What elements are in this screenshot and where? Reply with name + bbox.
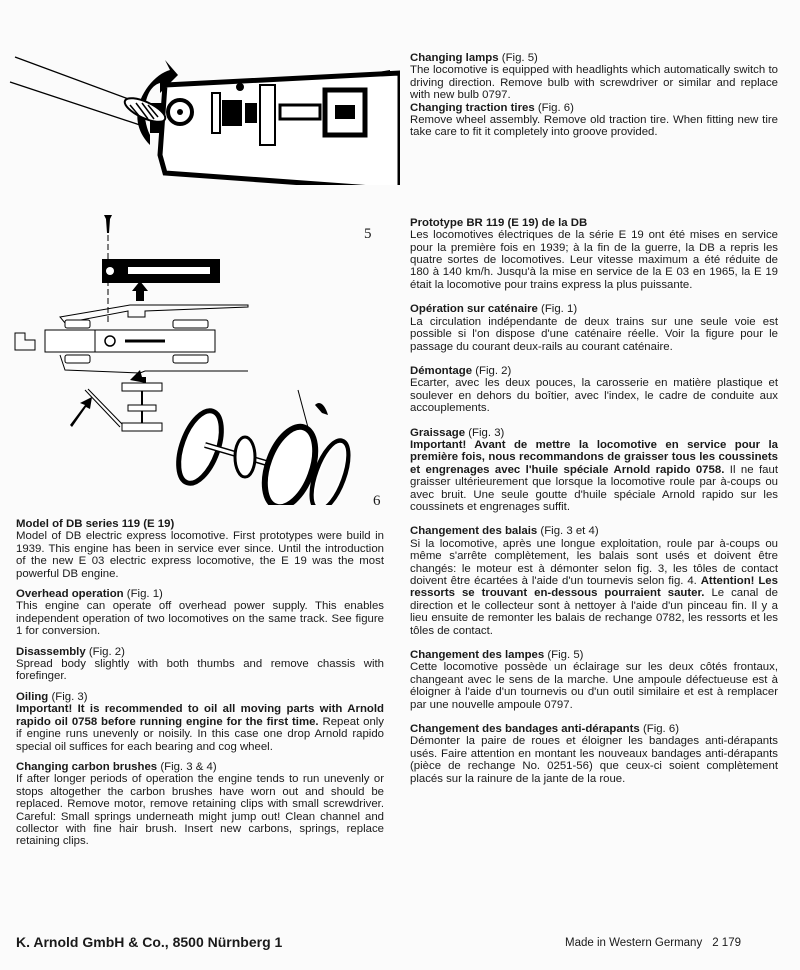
section-title: Oiling — [16, 690, 49, 703]
document-code: 2 179 — [712, 937, 741, 949]
figure-ref: (Fig. 6) — [537, 101, 574, 114]
section-changing-lamps — [410, 52, 778, 102]
section-balais — [410, 525, 778, 637]
figure-5-label: 5 — [364, 226, 372, 242]
figure-ref: (Fig. 5) — [501, 52, 538, 64]
section-title: Changing traction tires — [410, 101, 535, 114]
section-lampes — [410, 649, 778, 711]
section-disassembly — [16, 646, 384, 683]
section-title: Changing lamps — [410, 52, 499, 64]
figure-ref: (Fig. 6) — [642, 723, 680, 736]
figure-ref: (Fig. 3 et 4) — [540, 525, 599, 538]
section-text: Ecarter, avec les deux pouces, la carosserie en matière plastique et soulever en dehors du boîtier, avec l'index, le cadre de conduite aux accouplements. — [410, 377, 778, 415]
figure-ref: (Fig. 2) — [88, 645, 125, 658]
section-text: Model of DB electric express locomotive. First prototypes were build in 1939. This engine has been in service ever since. Until the introduction of the new E 03 electric express locomotive, the E 19 was the most powerful DB engine. — [16, 530, 384, 580]
figure-ref: (Fig. 2) — [475, 364, 512, 377]
section-text: Cette locomotive possède un éclairage sur les deux côtés frontaux, changeant avec le sens de la marche. Une ampoule défectueuse est à éloigner à l'aide d'un tournevis ou d'un outil similaire et est à remplacer par une nouvelle ampoule 0797. — [410, 661, 778, 711]
section-model — [16, 518, 384, 580]
section-title: Démontage — [410, 364, 473, 377]
section-text: Remove wheel assembly. Remove old traction tire. When fitting new tire take care to fit it completely into groove provided. — [410, 114, 778, 139]
footer-right — [565, 937, 741, 949]
section-text: If after longer periods of operation the engine tends to run unevenly or stops altogether the carbon brushes have worn out and should be replaced. Remove motor, remove retaining clips with small screwdriver. Careful: Small springs underneath might jump out! Clean channel and collector with fine hair brush. Insert new carbons, springs, replace retaining clips. — [16, 773, 384, 848]
section-text: Il ne faut graisser ultérieurement que lorsque la locomotive roule par à-coups ou avec bruit. Une seule goutte d'huile spéciale Arnold rapido sur les coussinets et engrenages suffit. — [410, 463, 778, 513]
section-title: Changement des bandages anti-dérapants — [410, 723, 640, 736]
right-column — [410, 52, 778, 793]
section-catenaire — [410, 303, 778, 353]
section-title: Disassembly — [16, 645, 86, 658]
section-title: Graissage — [410, 426, 466, 439]
section-text: Les locomotives électriques de la série E 19 ont été mises en service pour la première fois en 1939; à la fin de la guerre, la DB a repris les quatre sortes de locomotives. Leur vitesse maximum a été réduite de 180 à 140 km/h. Jusqu'à la mise en service de la E 03 en 1965, la E 19 était la locomotive pour trains express la plus puissante. — [410, 229, 778, 291]
section-changing-tires — [410, 102, 778, 139]
section-text: The locomotive is equipped with headlights which automatically switch to driving direction. Remove bulb with screwdriver or similar and replace with new bulb 0797. — [410, 64, 778, 102]
section-graissage — [410, 427, 778, 514]
figure-ref: (Fig. 3) — [468, 426, 505, 439]
section-title: Overhead operation — [16, 588, 124, 601]
figure-ref: (Fig. 1) — [541, 303, 578, 316]
figure-6-illustration — [0, 205, 400, 505]
section-title: Changement des balais — [410, 525, 538, 538]
figure-ref: (Fig. 1) — [126, 588, 163, 601]
section-title: Opération sur caténaire — [410, 303, 538, 316]
section-bandages — [410, 723, 778, 785]
section-text: This engine can operate off overhead power supply. This enables independent operation of two locomotives on the same track. See figure 1 for conversion. — [16, 600, 384, 638]
section-title: Model of DB series 119 (E 19) — [16, 518, 175, 530]
warning-text: Important! It is recommended to oil all moving parts with Arnold rapido oil 0758 before running engine for the first time. — [16, 703, 384, 728]
section-text: La circulation indépendante de deux trains sur une seule voie est possible si l'on dispose d'une caténaire réelle. Voir la figure pour le passage du courant deux-rails au courant caténaire. — [410, 315, 778, 353]
section-overhead-operation — [16, 588, 384, 638]
warning-text: Attention! Les ressorts se trouvant en-dessous pourraient sauter. — [410, 575, 778, 600]
section-text: Spread body slightly with both thumbs and remove chassis with forefinger. — [16, 658, 384, 683]
section-text: Le canal de direction et le collecteur sont à nettoyer à l'aide d'un pinceau fin. Il y a lieu ensuite de remonter les balais de rechange 0782, les ressorts et les tôles de contact. — [410, 587, 778, 637]
section-title: Changement des lampes — [410, 649, 545, 662]
figure-5-illustration — [0, 55, 400, 185]
figure-ref: (Fig. 3 & 4) — [160, 760, 217, 773]
section-title: Prototype BR 119 (E 19) de la DB — [410, 216, 588, 229]
section-title: Changing carbon brushes — [16, 760, 158, 773]
section-text: Démonter la paire de roues et éloigner les bandages anti-dérapants usés. Faire attention en montant les nouveaux bandages anti-dérapants (pièce de rechange No. 0251-56) que ceux-ci soient complètement placés sur la rainure de la jante de la roue. — [410, 735, 778, 785]
section-text: Si la locomotive, après une longue exploitation, roule par à-coups ou même s'arrête complètement, les balais sont usés et doivent être changés: le moteur est à démonter selon fig. 3, les tôles de contact doivent être écartées à l'aide d'un tournevis selon fig. 4. — [410, 537, 778, 587]
section-oiling — [16, 691, 384, 753]
company-address: K. Arnold GmbH & Co., 8500 Nürnberg 1 — [16, 934, 283, 950]
figure-ref: (Fig. 5) — [547, 649, 584, 662]
warning-text: Important! Avant de mettre la locomotive en service pour la première fois, nous recommandons de graisser tous les coussinets et engrenages avec l'huile spéciale Arnold rapido 0758. — [410, 438, 778, 476]
section-prototype — [410, 217, 778, 291]
section-carbon-brushes — [16, 761, 384, 848]
section-demontage — [410, 365, 778, 415]
figure-6-label: 6 — [373, 493, 381, 509]
made-in-text: Made in Western Germany — [565, 937, 703, 949]
figure-ref: (Fig. 3) — [51, 690, 88, 703]
english-column — [16, 518, 384, 856]
section-text: Repeat only if engine runs unevenly or noisily. In this case one drop Arnold rapido special oil suffices for each bearing and cog wheel. — [16, 715, 385, 753]
